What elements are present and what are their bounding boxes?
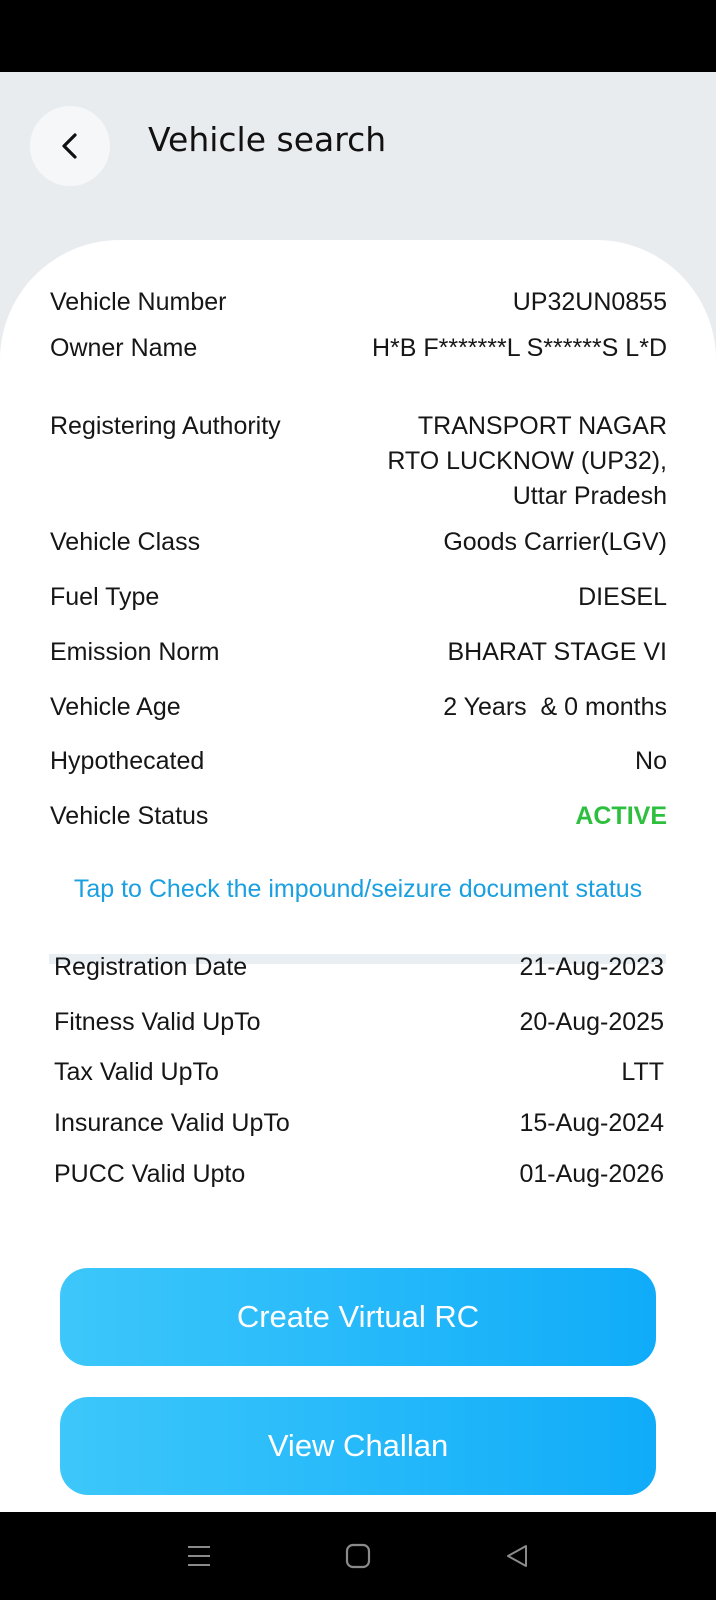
validity-value: 20-Aug-2025 bbox=[519, 1008, 664, 1036]
validity-label: PUCC Valid Upto bbox=[54, 1160, 246, 1188]
impound-status-link[interactable]: Tap to Check the impound/seizure document status bbox=[73, 875, 643, 903]
validity-row-pucc bbox=[54, 1157, 664, 1192]
detail-row-fuel-type bbox=[50, 580, 667, 615]
status-bar bbox=[0, 0, 716, 72]
detail-value: TRANSPORT NAGAR RTO LUCKNOW (UP32), Uttar Pradesh bbox=[387, 412, 667, 510]
validity-label: Insurance Valid UpTo bbox=[54, 1109, 290, 1137]
page-title: Vehicle search bbox=[148, 120, 387, 159]
detail-row-vehicle-age bbox=[50, 690, 667, 725]
detail-row-hypothecated bbox=[50, 744, 667, 779]
validity-row-registration-date bbox=[54, 950, 664, 985]
detail-row-vehicle-class bbox=[50, 525, 667, 560]
back-triangle-icon bbox=[503, 1542, 531, 1570]
validity-label: Registration Date bbox=[54, 953, 248, 981]
nav-menu-button[interactable] bbox=[169, 1526, 229, 1586]
detail-label: Owner Name bbox=[50, 334, 198, 362]
chevron-left-icon bbox=[58, 131, 82, 161]
validity-label: Fitness Valid UpTo bbox=[54, 1008, 261, 1036]
detail-label: Registering Authority bbox=[50, 412, 281, 440]
detail-value: H*B F*******L S******S L*D bbox=[371, 334, 667, 362]
detail-row-owner-name bbox=[50, 331, 667, 366]
detail-label: Emission Norm bbox=[50, 638, 220, 666]
system-nav-bar bbox=[0, 1512, 716, 1600]
view-challan-button[interactable]: View Challan bbox=[60, 1397, 656, 1495]
detail-value: DIESEL bbox=[578, 583, 667, 611]
validity-row-tax bbox=[54, 1055, 664, 1090]
detail-value: BHARAT STAGE VI bbox=[447, 638, 667, 666]
vehicle-details-card bbox=[0, 240, 716, 1512]
detail-value: UP32UN0855 bbox=[512, 288, 667, 316]
validity-value: LTT bbox=[621, 1058, 664, 1086]
validity-row-fitness bbox=[54, 1005, 664, 1040]
validity-value: 15-Aug-2024 bbox=[519, 1109, 664, 1137]
validity-label: Tax Valid UpTo bbox=[54, 1058, 219, 1086]
detail-label: Fuel Type bbox=[50, 583, 160, 611]
nav-back-button[interactable] bbox=[487, 1526, 547, 1586]
menu-icon bbox=[185, 1543, 213, 1569]
detail-label: Vehicle Number bbox=[50, 288, 227, 316]
detail-value: Goods Carrier(LGV) bbox=[443, 528, 667, 556]
status-badge: ACTIVE bbox=[575, 802, 667, 830]
detail-row-vehicle-status bbox=[50, 799, 667, 834]
validity-value: 21-Aug-2023 bbox=[519, 953, 664, 981]
detail-label: Hypothecated bbox=[50, 747, 205, 775]
validity-value: 01-Aug-2026 bbox=[519, 1160, 664, 1188]
detail-label: Vehicle Status bbox=[50, 802, 209, 830]
app-screen bbox=[0, 72, 716, 1512]
validity-row-insurance bbox=[54, 1106, 664, 1141]
back-button[interactable] bbox=[30, 106, 110, 186]
nav-home-button[interactable] bbox=[328, 1526, 388, 1586]
detail-label: Vehicle Age bbox=[50, 693, 181, 721]
detail-row-vehicle-number bbox=[50, 285, 667, 320]
home-square-icon bbox=[344, 1542, 372, 1570]
detail-value: 2 Years & 0 months bbox=[443, 693, 667, 721]
create-virtual-rc-button[interactable]: Create Virtual RC bbox=[60, 1268, 656, 1366]
detail-value: No bbox=[635, 747, 667, 775]
detail-row-emission-norm bbox=[50, 635, 667, 670]
detail-row-registering-authority bbox=[50, 409, 667, 514]
detail-label: Vehicle Class bbox=[50, 528, 201, 556]
